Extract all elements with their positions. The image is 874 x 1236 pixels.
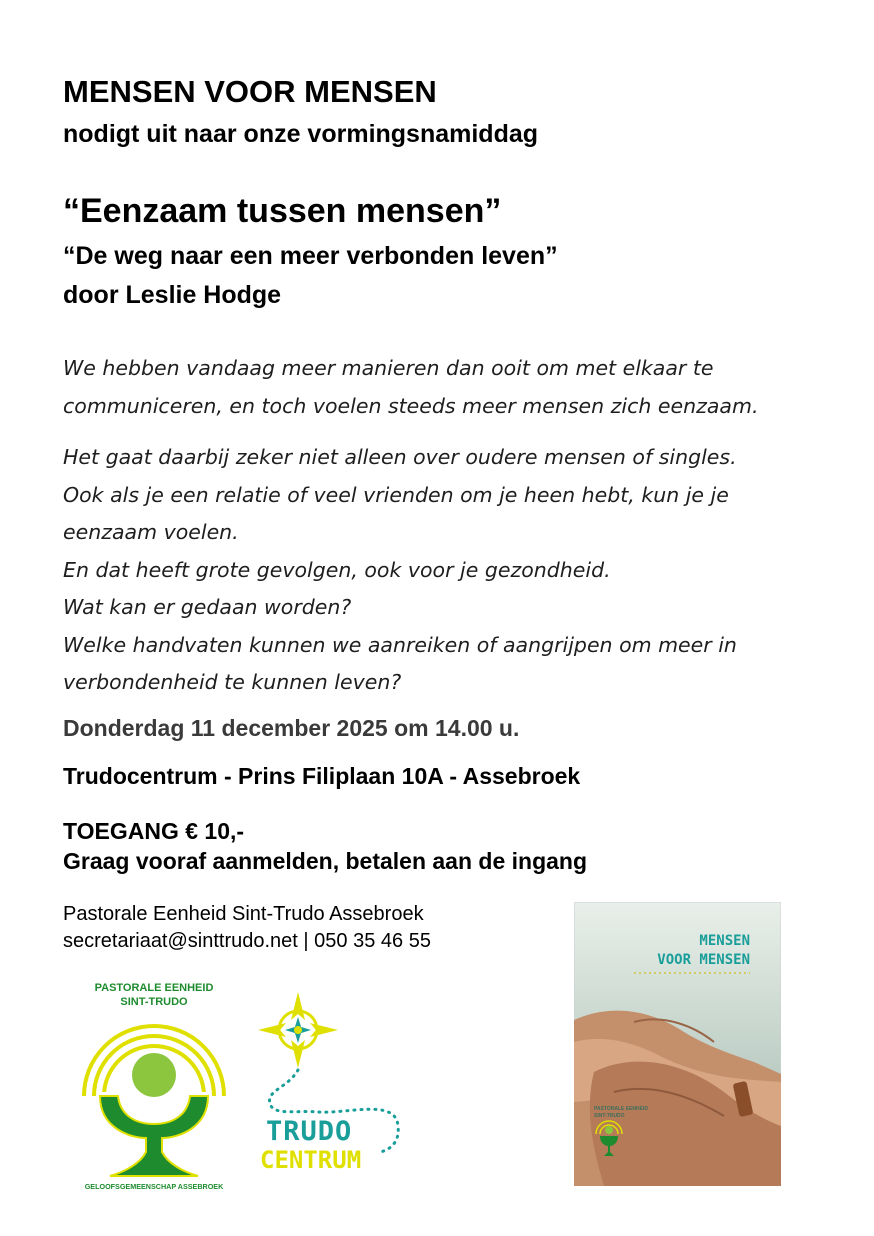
intro-line: We hebben vandaag meer manieren dan ooit om met elkaar te (63, 356, 714, 380)
cover-small-line2: SINT-TRUDO (594, 1113, 625, 1119)
intro-line: communiceren, en toch voelen steeds meer mensen zich eenzaam. (63, 393, 759, 418)
cover-small-line1: PASTORALE EENHEID (594, 1106, 648, 1112)
contact-name: Pastorale Eenheid Sint-Trudo Assebroek (63, 903, 424, 925)
org-title: MENSEN VOOR MENSEN (63, 74, 437, 109)
logo-pastorale-bottom: GELOOFSGEMEENSCHAP ASSEBROEK (84, 1182, 224, 1191)
speaker-line: door Leslie Hodge (63, 281, 282, 309)
event-title: “Eenzaam tussen mensen” (63, 192, 502, 230)
detail-line: Het gaat daarbij zeker niet alleen over oudere mensen of singles. (63, 445, 737, 469)
compass-star-icon (258, 992, 338, 1068)
host-circle-icon (132, 1053, 176, 1097)
detail-line: eenzaam voelen. (63, 520, 239, 544)
registration-note: Graag vooraf aanmelden, betalen aan de ingang (63, 848, 588, 874)
contact-email-phone[interactable]: secretariaat@sinttrudo.net | 050 35 46 55 (63, 930, 431, 952)
intro-paragraph (63, 350, 823, 425)
detail-line: verbondenheid te kunnen leven? (63, 670, 402, 694)
cover-title-line1: MENSEN (699, 933, 750, 949)
detail-line: Ook als je een relatie of veel vrienden om je heen hebt, kun je je (63, 482, 729, 507)
cover-title-line2: VOOR MENSEN (657, 952, 750, 968)
trudo-centrum-logo (248, 990, 410, 1170)
detail-paragraph (63, 439, 823, 702)
logo-trudo-line1: TRUDO (266, 1116, 353, 1147)
logo-pastorale-line1: PASTORALE EENHEID (94, 982, 214, 994)
detail-line: En dat heeft grote gevolgen, ook voor je gezondheid. (63, 557, 611, 582)
detail-line: Wat kan er gedaan worden? (63, 595, 352, 619)
event-date: Donderdag 11 december 2025 om 14.00 u. (63, 715, 520, 741)
booklet-cover-image (574, 902, 781, 1186)
event-location: Trudocentrum - Prins Filiplaan 10A - Assebroek (63, 763, 581, 789)
invite-line: nodigt uit naar onze vormingsnamiddag (63, 120, 539, 148)
logo-trudo-line2: CENTRUM (260, 1146, 362, 1170)
logo-pastorale-line2: SINT-TRUDO (120, 996, 188, 1008)
detail-line: Welke handvaten kunnen we aanreiken of aangrijpen om meer in (63, 632, 737, 657)
chalice-icon (100, 1096, 208, 1176)
admission-price: TOEGANG € 10,- (63, 818, 245, 844)
event-subtitle: “De weg naar een meer verbonden leven” (63, 242, 558, 270)
pastorale-eenheid-logo (78, 978, 230, 1193)
